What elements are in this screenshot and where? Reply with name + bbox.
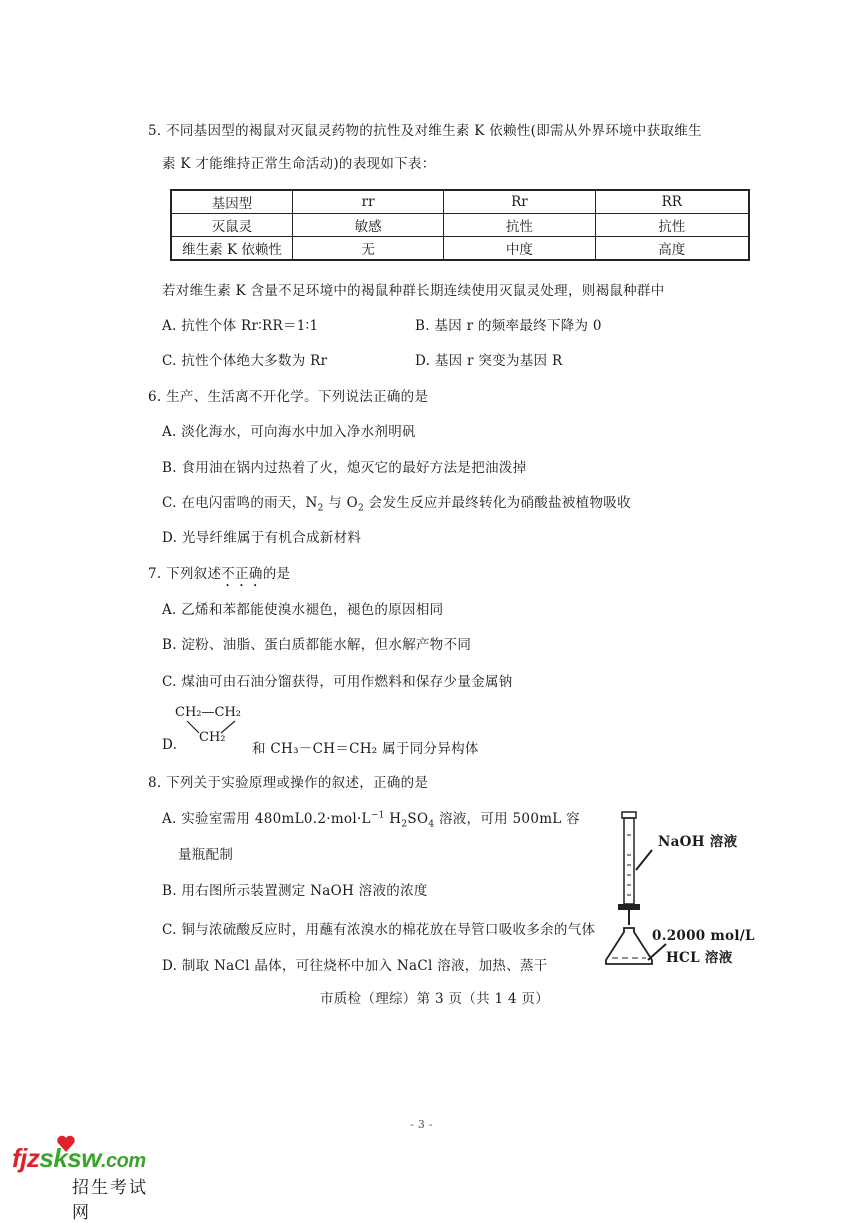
table-row [171,214,749,237]
hcl-label: HCL 溶液 [666,950,733,966]
table-cell: 高度 [595,237,749,261]
table-cell: 维生素 K 依赖性 [171,237,293,261]
table-cell: RR [595,190,749,214]
table-row [171,190,749,214]
q7-option-b: B. 淀粉、油脂、蛋白质都能水解，但水解产物不同 [162,637,472,653]
q7-stem-post: 的是 [262,566,291,582]
q7-option-a: A. 乙烯和苯都能使溴水褪色，褪色的原因相同 [162,602,444,618]
table-row [171,237,749,261]
q8-option-a [162,807,580,830]
table-cell: 抗性 [444,214,595,237]
q7-option-d-label: D. [162,737,178,753]
table-cell: 灭鼠灵 [171,214,293,237]
q7-stem-emphasis: 不正确 [221,566,263,582]
q6-option-b: B. 食用油在锅内过热着了火，熄灭它的最好方法是把油泼掉 [162,460,527,476]
table-cell: 无 [293,237,444,261]
q5-option-c: C. 抗性个体绝大多数为 Rr [162,353,328,369]
q8-a-sub2: 4 [428,819,435,830]
watermark-logo: fjzsksw.com 招生考试网 [12,1135,162,1195]
q8-a-pre: A. 实验室需用 480mL0.2·mol·L [162,811,371,827]
q5-line1: 5. 不同基因型的褐鼠对灭鼠灵药物的抗性及对维生素 K 依赖性(即需从外界环境中获取维生 [148,123,702,139]
q8-option-c: C. 铜与浓硫酸反应时，用蘸有浓溴水的棉花放在导管口吸收多余的气体 [162,922,596,938]
q5-stem: 若对维生素 K 含量不足环境中的褐鼠种群长期连续使用灭鼠灵处理，则褐鼠种群中 [162,283,665,299]
table-cell: rr [293,190,444,214]
q8-a-post: 溶液，可用 500mL 容 [434,811,580,827]
watermark-name: 招生考试网 [72,1178,148,1223]
table-cell: Rr [444,190,595,214]
table-cell: 基因型 [171,190,293,214]
q6-c-post: 会发生反应并最终转化为硝酸盐被植物吸收 [364,495,631,511]
q8-stem: 8. 下列关于实验原理或操作的叙述，正确的是 [148,775,429,791]
q8-a-so: SO [407,811,429,827]
q6-option-d: D. 光导纤维属于有机合成新材料 [162,530,362,546]
q7-stem [148,562,290,590]
q5-option-a: A. 抗性个体 Rr∶RR＝1∶1 [162,318,319,334]
hcl-concentration-label: 0.2000 mol/L [652,928,755,944]
q6-option-a: A. 淡化海水，可向海水中加入净水剂明矾 [162,424,416,440]
q5-option-d: D. 基因 r 突变为基因 R [415,353,563,369]
q8-option-b: B. 用右图所示装置测定 NaOH 溶液的浓度 [162,883,428,899]
q7-option-d-text: 和 CH₃－CH＝CH₂ 属于同分异构体 [252,741,479,757]
ring-bottom: CH₂ [199,730,226,745]
q7-option-c: C. 煤油可由石油分馏获得，可用作燃料和保存少量金属钠 [162,674,513,690]
table-cell: 抗性 [595,214,749,237]
table-cell: 敏感 [293,214,444,237]
q5-line2: 素 K 才能维持正常生命活动)的表现如下表： [162,156,436,172]
q8-a-sub1: 2 [401,819,408,830]
q8-option-d: D. 制取 NaCl 晶体，可往烧杯中加入 NaCl 溶液，加热、蒸干 [162,958,548,974]
q8-a-sup: −1 [370,810,385,821]
q8-option-a-line2: 量瓶配制 [178,847,234,863]
titration-apparatus [600,810,760,980]
q6-option-c: C. 在电闪雷鸣的雨天，$N_2$ 与 $O_2$ 会发生反应并最终转化为硝酸盐被植物吸收 [162,495,631,514]
genotype-table [170,189,750,261]
q6-c-mid: 与 O [323,495,359,511]
q5-option-b: B. 基因 r 的频率最终下降为 0 [415,318,602,334]
naoh-label: NaOH 溶液 [658,834,738,850]
q6-stem: 6. 生产、生活离不开化学。下列说法正确的是 [148,389,429,405]
table-cell: 中度 [444,237,595,261]
q7-stem-pre: 7. 下列叙述 [148,566,222,582]
page-number: - 3 - [410,1118,433,1131]
page-footer: 市质检（理综）第 3 页（共 1 4 页） [320,991,550,1007]
q8-a-mid: H [384,811,402,827]
ring-top: CH₂—CH₂ [175,705,241,720]
q6-c-pre: C. 在电闪雷鸣的雨天，N [162,495,318,511]
